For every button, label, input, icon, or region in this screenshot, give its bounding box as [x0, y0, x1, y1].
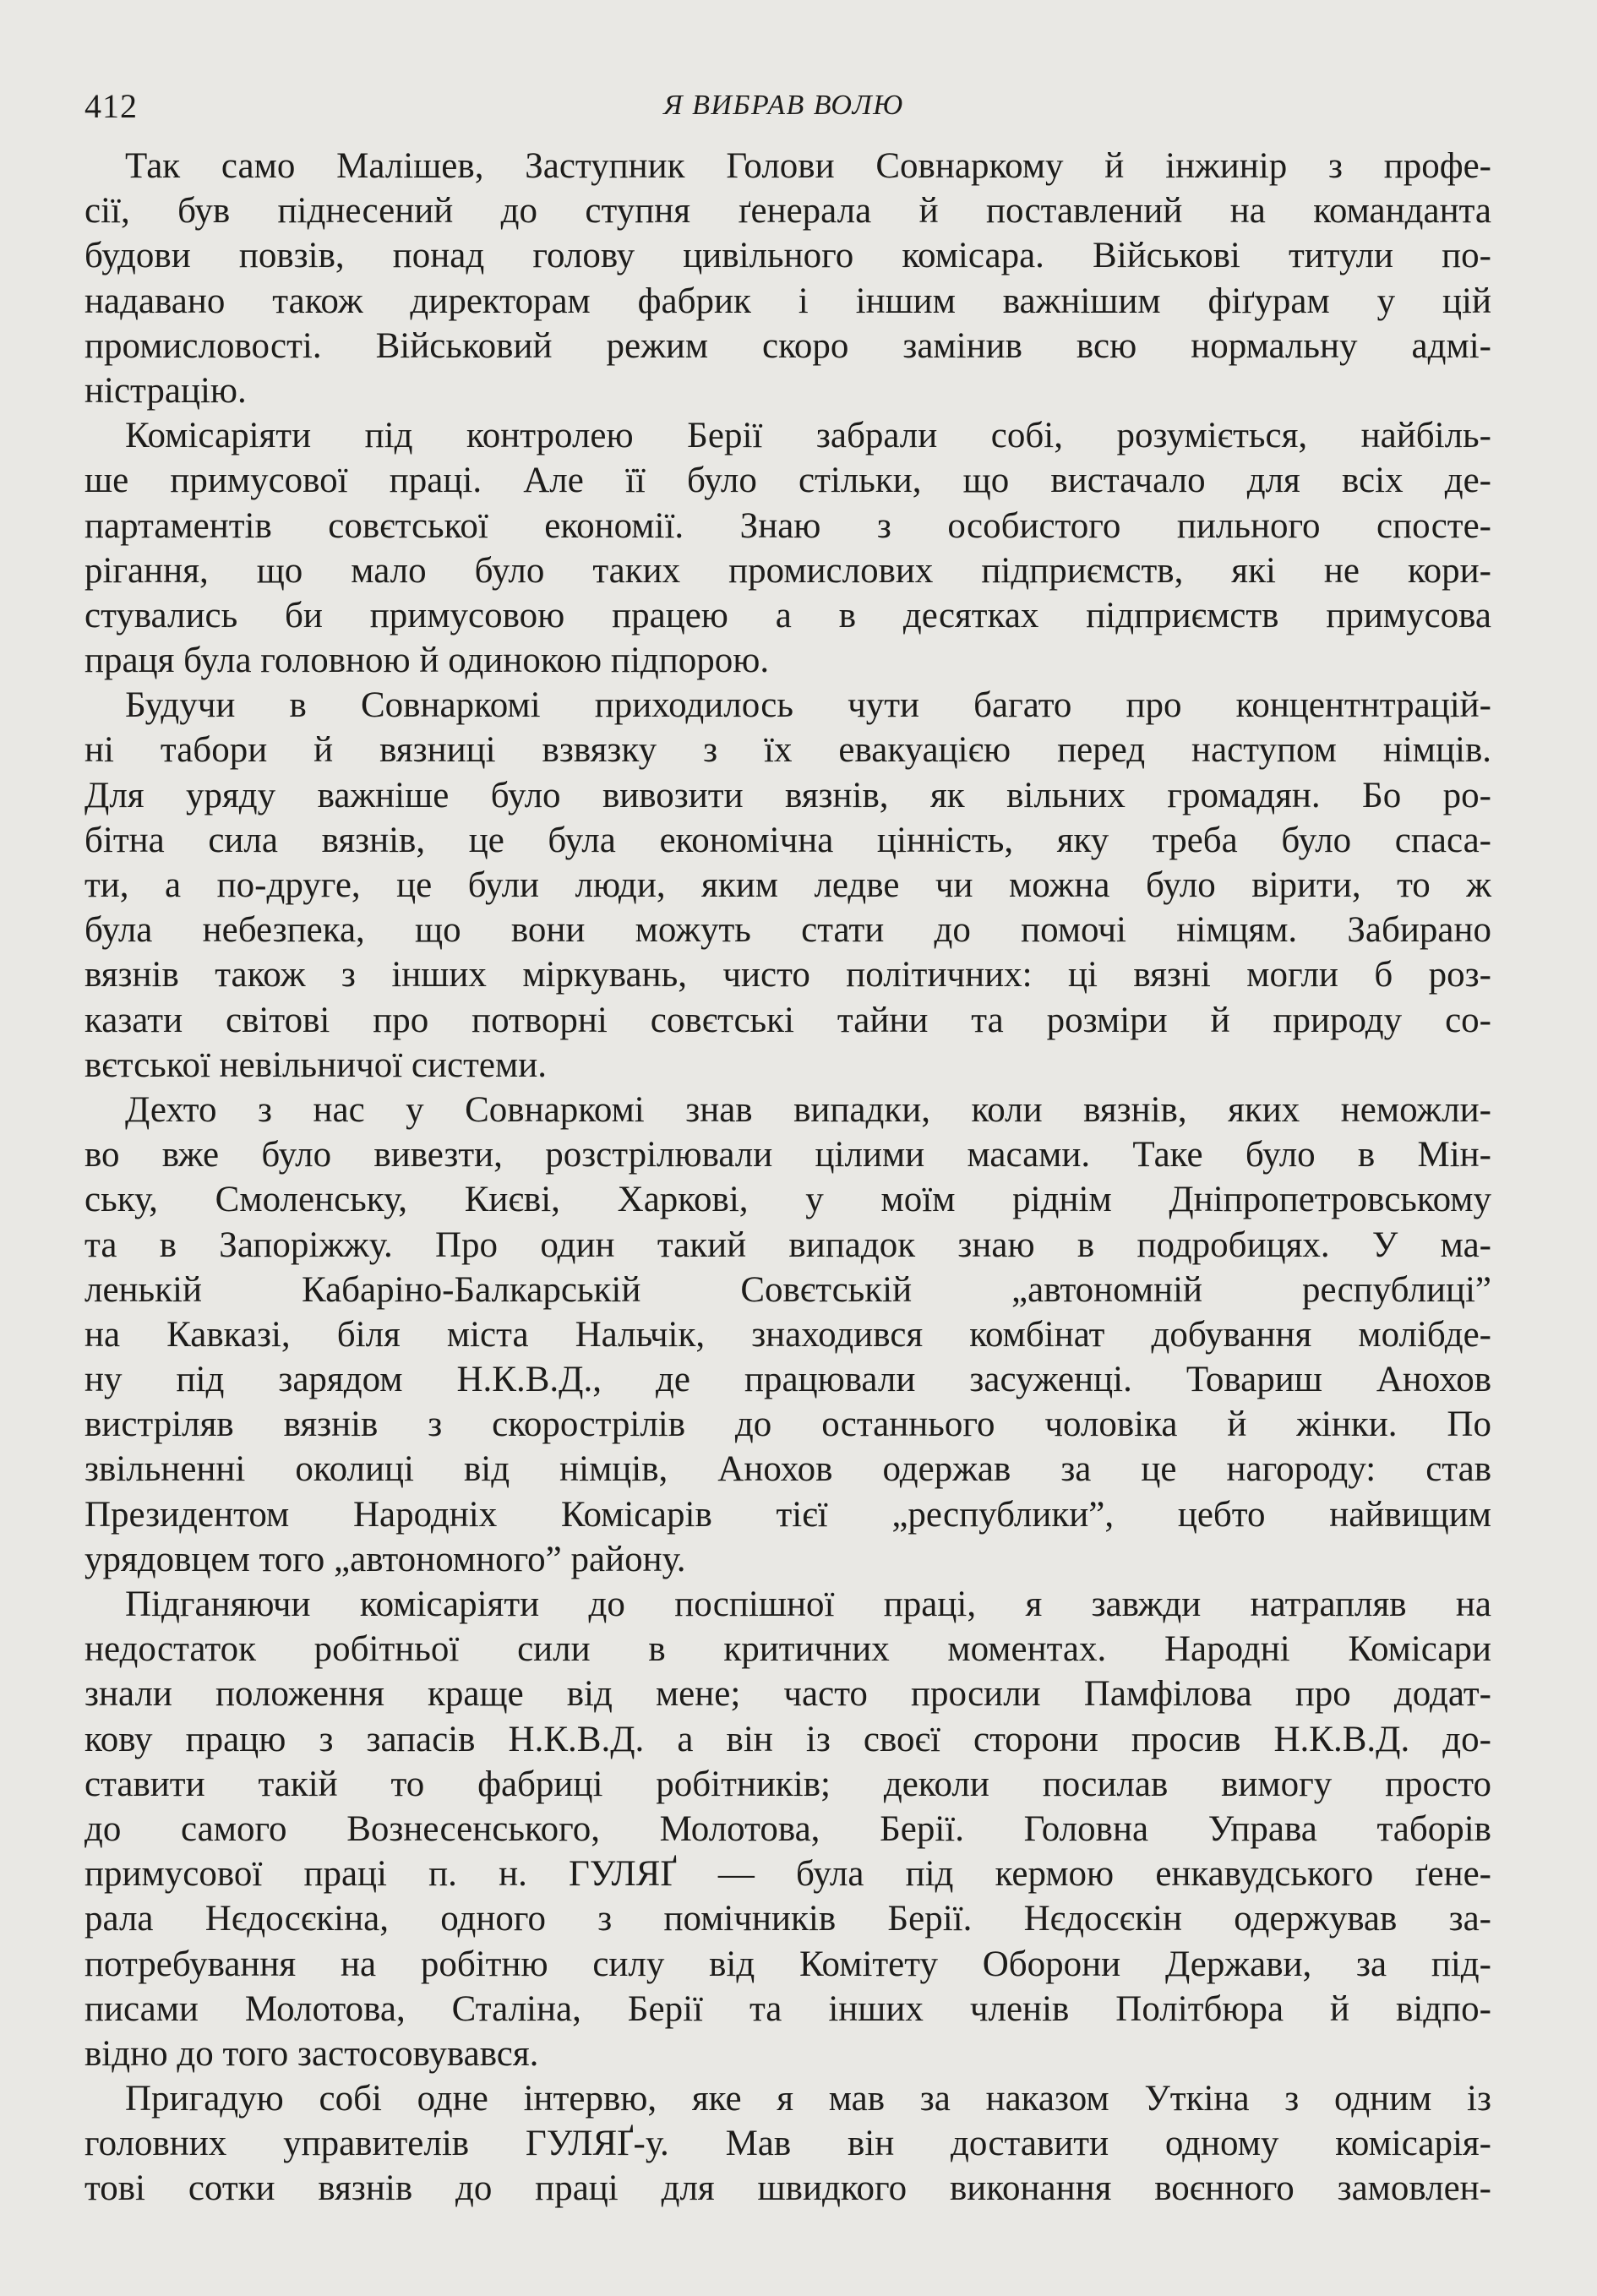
text-line: бітна сила вязнів, це була економічна цінність, яку треба було спаса- [84, 820, 1491, 860]
text-line: ні табори й вязниці взвязку з їх евакуацією перед наступом німців. [84, 730, 1491, 771]
text-line: потребування на робітню силу від Комітету Оборони Держави, за під- [84, 1944, 1491, 1984]
text-line: знали положення краще від мене; часто просили Памфілова про додат- [84, 1674, 1491, 1715]
text-line: вистріляв вязнів з скорострілів до останнього чоловіка й жінки. По [84, 1404, 1491, 1445]
text-line: ше примусової праці. Але її було стільки, що вистачало для всіх де- [84, 461, 1491, 501]
text-line: Дехто з нас у Совнаркомі знав випадки, коли вязнів, яких неможли- [125, 1089, 1491, 1130]
text-line: Будучи в Совнаркомі приходилось чути багато про концентнтрацій- [125, 685, 1491, 726]
text-line: вєтської невільничої системи. [84, 1044, 547, 1085]
paragraph [84, 1088, 1491, 1582]
text-line: Для уряду важніше було вивозити вязнів, як вільних громадян. Бо ро- [84, 775, 1491, 815]
text-line: кову працю з запасів Н.К.В.Д. а він із своєї сторони просив Н.К.В.Д. до- [84, 1719, 1491, 1759]
text-line: до самого Вознесенського, Молотова, Берії. Головна Управа таборів [84, 1808, 1491, 1849]
text-line: стувались би примусовою працею а в десятках підприємств примусова [84, 595, 1491, 635]
text-line: Так само Малішев, Заступник Голови Совнаркому й інжинір з профе- [125, 146, 1491, 186]
paragraph [84, 683, 1491, 1088]
text-line: сії, був піднесений до ступня ґенерала й поставлений на команданта [84, 191, 1491, 232]
text-line: писами Молотова, Сталіна, Берії та інших членів Політбюра й відпо- [84, 1988, 1491, 2029]
text-line: урядовцем того „автономного” району. [84, 1539, 686, 1579]
body-text [84, 144, 1491, 2211]
paragraph [84, 2076, 1491, 2211]
text-line: рігання, що мало було таких промислових підприємств, які не кори- [84, 550, 1491, 591]
text-line: рала Нєдосєкіна, одного з помічників Берії. Нєдосєкін одержував за- [84, 1899, 1491, 1939]
text-line: вязнів також з інших міркувань, чисто політичних: ці вязні могли б роз- [84, 955, 1491, 995]
text-line: во вже було вивезти, розстрілювали цілими масами. Таке було в Мін- [84, 1135, 1491, 1175]
text-line: недостаток робітньої сили в критичних моментах. Народні Комісари [84, 1629, 1491, 1670]
paragraph [84, 1582, 1491, 2076]
running-head [84, 86, 1483, 137]
text-line: Підганяючи комісаріяти до поспішної праці, я завжди натрапляв на [125, 1584, 1491, 1624]
text-line: ну під зарядом Н.К.В.Д., де працювали засуженці. Товариш Анохов [84, 1360, 1491, 1400]
text-line: ти, а по-друге, це були люди, яким ледве чи можна було вірити, то ж [84, 865, 1491, 905]
running-title: Я ВИБРАВ ВОЛЮ [663, 90, 904, 121]
text-line: Президентом Народніх Комісарів тієї „республики”, цебто найвищим [84, 1494, 1491, 1535]
text-line: будови повзів, понад голову цивільного комісара. Військові титули по- [84, 236, 1491, 276]
page-number: 412 [84, 87, 138, 125]
text-line: партаментів совєтської економії. Знаю з особистого пильного спосте- [84, 505, 1491, 546]
text-line: ленькій Кабаріно-Балкарській Совєтській „автономній республиці” [84, 1269, 1491, 1310]
paragraph [84, 144, 1491, 413]
text-line: Комісаріяти під контролею Берії забрали собі, розуміється, найбіль- [125, 416, 1491, 456]
text-line: казати світові про потворні совєтські тайни та розміри й природу со- [84, 1000, 1491, 1040]
text-line: примусової праці п. н. ГУЛЯҐ — була під кермою енкавудського ґене- [84, 1854, 1491, 1895]
text-line: була небезпека, що вони можуть стати до помочі німцям. Забирано [84, 910, 1491, 951]
text-line: праця була головною й одинокою підпорою. [84, 641, 770, 681]
text-line: головних управителів ГУЛЯҐ-у. Мав він доставити одному комісарія- [84, 2124, 1491, 2164]
text-line: надавано також директорам фабрик і іншим важнішим фіґурам у цій [84, 281, 1491, 321]
text-line: відно до того застосовувався. [84, 2033, 539, 2074]
text-line: на Кавказі, біля міста Нальчік, знаходився комбінат добування молібде- [84, 1314, 1491, 1355]
text-line: звільненні околиці від німців, Анохов одержав за це нагороду: став [84, 1449, 1491, 1490]
text-line: та в Запоріжжу. Про один такий випадок знаю в подробицях. У ма- [84, 1224, 1491, 1265]
text-line: ставити такій то фабриці робітників; деколи посилав вимогу просто [84, 1764, 1491, 1804]
text-line: Пригадую собі одне інтервю, яке я мав за наказом Уткіна з одним із [125, 2079, 1491, 2119]
text-line: тові сотки вязнів до праці для швидкого виконання воєнного замовлен- [84, 2168, 1491, 2209]
text-line: ську, Смоленську, Києві, Харкові, у моїм ріднім Дніпропетровському [84, 1180, 1491, 1220]
text-line: ністрацію. [84, 370, 247, 411]
paragraph [84, 413, 1491, 683]
text-line: промисловості. Військовий режим скоро замінив всю нормальну адмі- [84, 325, 1491, 366]
